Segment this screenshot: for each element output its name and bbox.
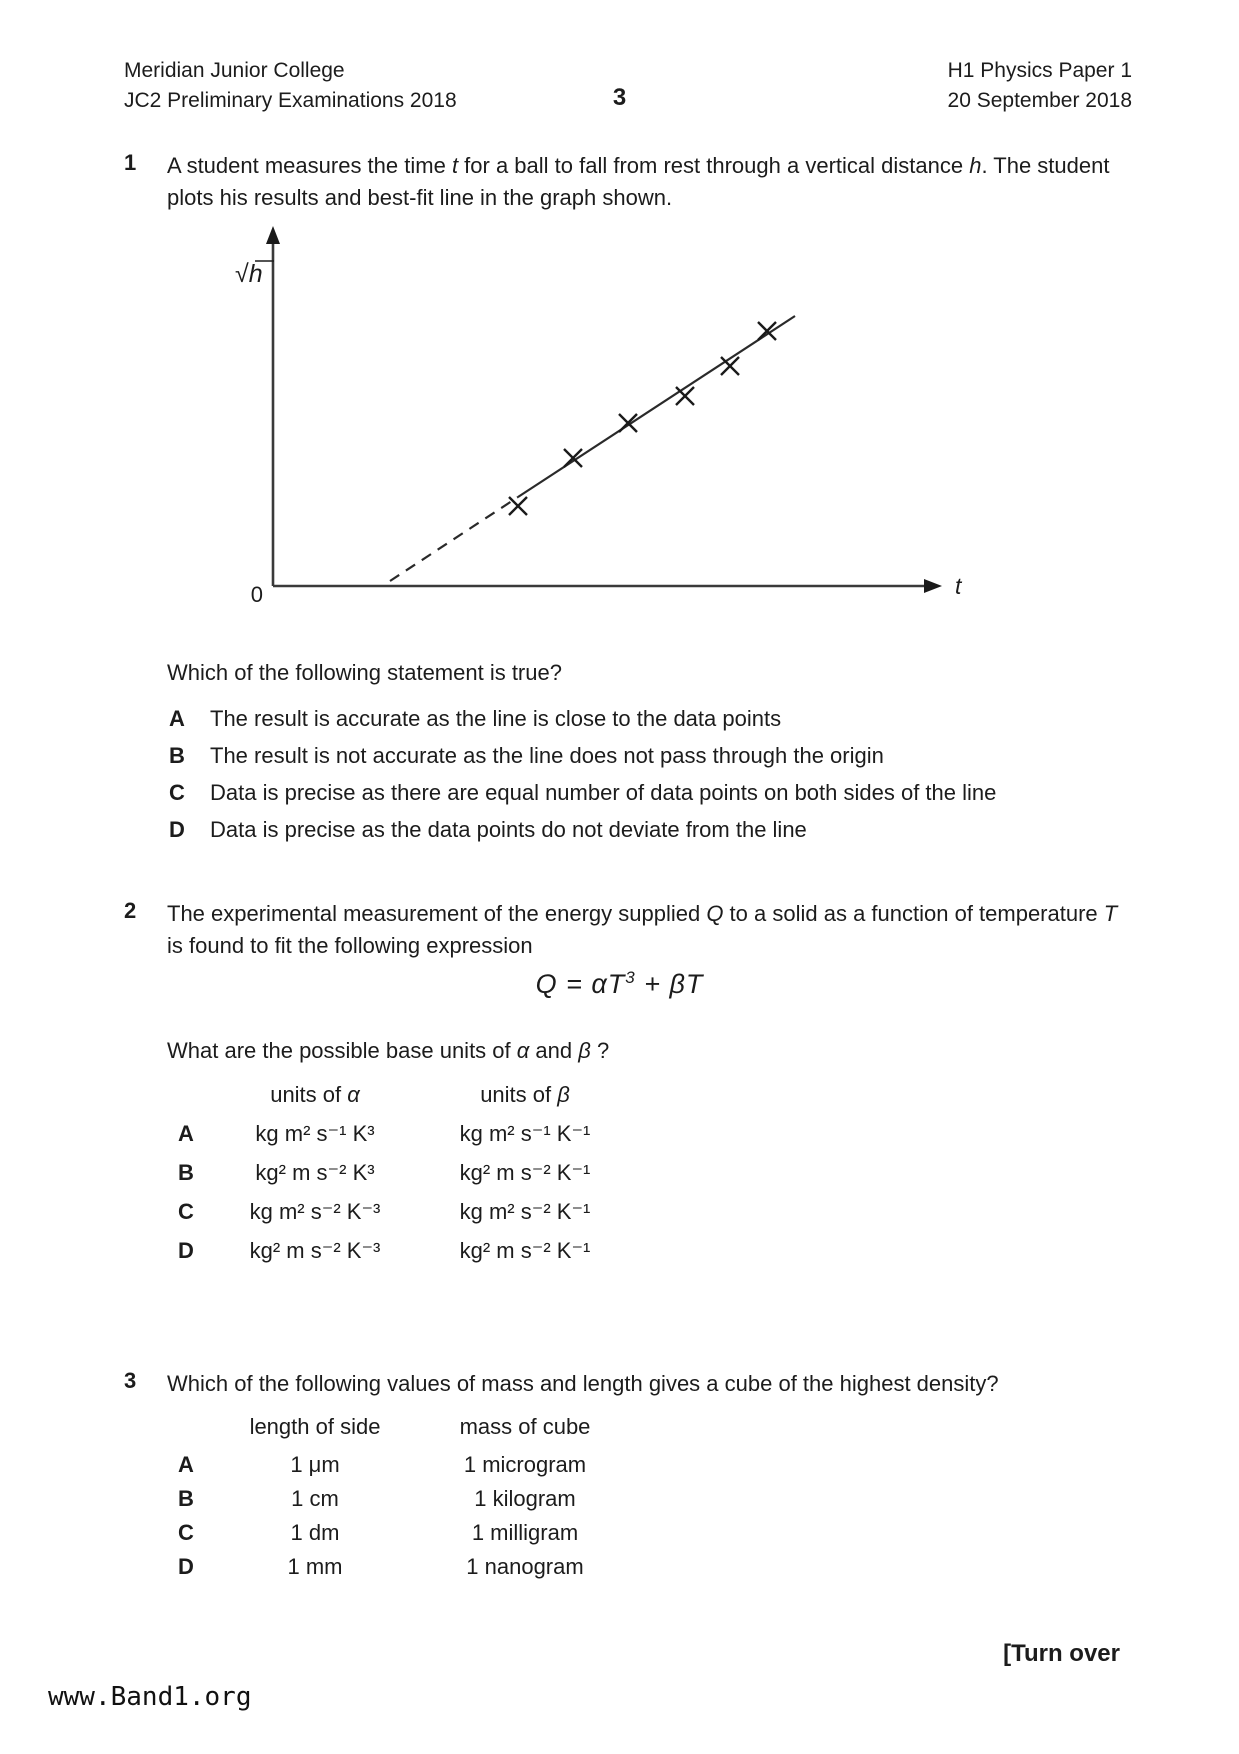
- q3-row-b-length: 1 cm: [291, 1486, 339, 1511]
- q3-row-c-mass: 1 milligram: [471, 1520, 579, 1545]
- units-alpha-header: [215, 1082, 415, 1108]
- x-axis-arrow-icon: [924, 579, 942, 593]
- q2-number: 2: [124, 898, 137, 923]
- q2-row-c-beta: kg m² s⁻² K⁻¹: [459, 1199, 591, 1224]
- school-name: Meridian Junior College: [124, 59, 345, 82]
- units-header-beta: β: [557, 1082, 570, 1107]
- x-axis-label: t: [955, 573, 962, 599]
- q2-row-c-alpha: kg m² s⁻² K⁻³: [249, 1199, 381, 1224]
- q2-row-b-alpha: kg² m s⁻² K³: [255, 1160, 375, 1185]
- q2-row-a-beta: kg m² s⁻¹ K⁻¹: [459, 1121, 591, 1146]
- q3-row-d-length: 1 mm: [287, 1554, 343, 1579]
- units-beta-header: [425, 1082, 625, 1108]
- q1-graph: [225, 224, 985, 624]
- q3-col2-header: mass of cube: [459, 1414, 591, 1439]
- units-header-text: units of: [270, 1082, 348, 1107]
- q2-question-part: ?: [590, 1038, 610, 1063]
- q1-option-d-text: Data is precise as the data points do not deviate from the line: [210, 817, 807, 842]
- q1-option-b-text: The result is not accurate as the line does not pass through the origin: [210, 743, 884, 768]
- q3-row-d-mass: 1 nanogram: [466, 1554, 584, 1579]
- q2-row-d-alpha: kg² m s⁻² K⁻³: [249, 1238, 381, 1263]
- q1-text-part: . The student plots his results and best-fit line in the graph shown.: [167, 153, 1110, 210]
- q3-row-d-letter: D: [178, 1554, 194, 1579]
- page-number: 3: [612, 84, 627, 111]
- units-header-text: units of: [480, 1082, 558, 1107]
- q2-row-c-letter: C: [178, 1199, 194, 1224]
- q2-text: [167, 898, 1135, 962]
- header-right: [948, 56, 1132, 116]
- q2-row-a-letter: A: [178, 1121, 194, 1146]
- exam-date: 20 September 2018: [947, 89, 1132, 112]
- q1-option-a-letter: A: [169, 706, 185, 731]
- q2-text-part: is found to fit the following expression: [167, 933, 533, 958]
- q3-text: Which of the following values of mass and length gives a cube of the highest density?: [167, 1371, 999, 1396]
- q2-row-d-letter: D: [178, 1238, 194, 1263]
- q2-var-alpha: α: [516, 1038, 530, 1063]
- exam-title: JC2 Preliminary Examinations 2018: [124, 89, 457, 112]
- paper-title: H1 Physics Paper 1: [947, 59, 1132, 82]
- q1-option-c-letter: C: [169, 780, 185, 805]
- q3-row-b-letter: B: [178, 1486, 194, 1511]
- equation-exponent: 3: [625, 968, 636, 987]
- q1-question: Which of the following statement is true?: [167, 660, 562, 685]
- q3-row-a-letter: A: [178, 1452, 194, 1477]
- q2-text-part: The experimental measurement of the energy supplied: [167, 901, 707, 926]
- q1-text-part: A student measures the time: [167, 153, 452, 178]
- q1-text-part: for a ball to fall from rest through a vertical distance: [458, 153, 970, 178]
- equation-rhs: + βT: [635, 969, 704, 999]
- q2-row-b-beta: kg² m s⁻² K⁻¹: [459, 1160, 591, 1185]
- units-header-alpha: α: [347, 1082, 360, 1107]
- q3-row-c-length: 1 dm: [290, 1520, 340, 1545]
- q1-option-b-letter: B: [169, 743, 185, 768]
- q2-row-a-alpha: kg m² s⁻¹ K³: [255, 1121, 375, 1146]
- equation-lhs: Q = αT: [535, 969, 626, 999]
- origin-label: 0: [250, 582, 263, 607]
- watermark-url: www.Band1.org: [48, 1682, 252, 1712]
- q2-row-b-letter: B: [178, 1160, 194, 1185]
- q1-option-c-text: Data is precise as there are equal number of data points on both sides of the line: [210, 780, 997, 805]
- q2-var-t: T: [1103, 901, 1118, 926]
- q2-question: [167, 1038, 609, 1064]
- y-axis-label: √h: [235, 260, 263, 288]
- turn-over-label: [Turn over: [1003, 1640, 1120, 1667]
- q3-number: 3: [124, 1368, 137, 1393]
- q2-equation: [0, 968, 1239, 1000]
- q2-var-beta: β: [578, 1038, 591, 1063]
- q2-var-q: Q: [706, 901, 724, 926]
- q1-option-d-letter: D: [169, 817, 185, 842]
- q3-row-a-length: 1 μm: [290, 1452, 340, 1477]
- q1-number: 1: [124, 150, 137, 175]
- q2-row-d-beta: kg² m s⁻² K⁻¹: [459, 1238, 591, 1263]
- best-fit-line-solid: [518, 316, 795, 497]
- q1-text: [167, 150, 1135, 214]
- q2-text-part: to a solid as a function of temperature: [723, 901, 1104, 926]
- q1-var-h: h: [969, 153, 982, 178]
- q2-question-part: and: [529, 1038, 579, 1063]
- q1-option-a-text: The result is accurate as the line is close to the data points: [210, 706, 782, 731]
- q2-question-part: What are the possible base units of: [167, 1038, 517, 1063]
- best-fit-line-dashed: [390, 497, 518, 581]
- q3-col1-header: length of side: [249, 1414, 381, 1439]
- q3-row-a-mass: 1 microgram: [463, 1452, 587, 1477]
- data-point-marks: [509, 322, 776, 515]
- y-axis-arrow-icon: [266, 226, 280, 244]
- q3-row-c-letter: C: [178, 1520, 194, 1545]
- q1-var-t: t: [451, 153, 459, 178]
- q3-row-b-mass: 1 kilogram: [474, 1486, 576, 1511]
